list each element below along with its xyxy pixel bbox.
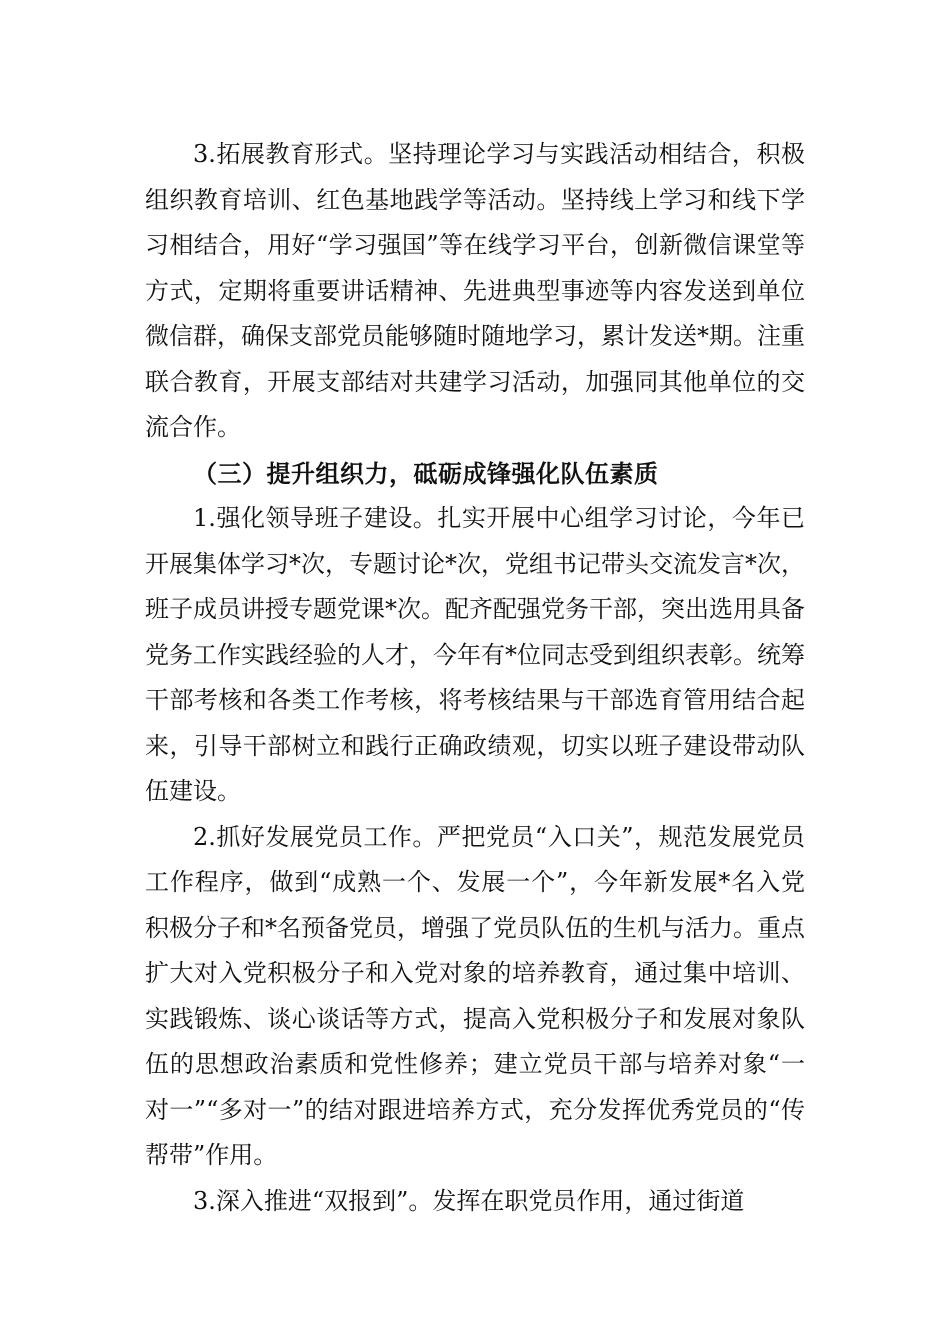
paragraph-double-report: 3.深入推进“双报到”。发挥在职党员作用，通过街道 [193, 1186, 745, 1215]
paragraph-leadership-building: 1.强化领导班子建设。扎实开展中心组学习讨论，今年已开展集体学习*次，专题讨论*次，党组书记带头交流发言*次，班子成员讲授专题党课*次。配齐配强党务干部，突出选用具备党务工作实践经验的人才，今年有*位同志受到组织表彰。统筹干部考核和各类工作考核，将考核结果与干部选育管用结合起来，引导干部树立和践行正确政绩观，切实以班子建设带动队伍建设。 [145, 504, 805, 805]
section-heading-organization: （三）提升组织力，砥砺成锋强化队伍素质 [193, 458, 659, 488]
document-page [145, 132, 805, 1224]
paragraph-party-member-development: 2.抓好发展党员工作。严把党员“入口关”，规范发展党员工作程序，做到“成熟一个、发展一个”，今年新发展*名入党积极分子和*名预备党员，增强了党员队伍的生机与活力。重点扩大对入党积极分子和入党对象的培养教育，通过集中培训、实践锻炼、谈心谈话等方式，提高入党积极分子和发展对象队伍的思想政治素质和党性修养；建立党员干部与培养对象“一对一”“多对一”的结对跟进培养方式，充分发挥优秀党员的“传帮带”作用。 [145, 822, 805, 1169]
paragraph-expand-education-forms: 3.拓展教育形式。坚持理论学习与实践活动相结合，积极组织教育培训、红色基地践学等活动。坚持线上学习和线下学习相结合，用好“学习强国”等在线学习平台，创新微信课堂等方式，定期将重要讲话精神、先进典型事迹等内容发送到单位微信群，确保支部党员能够随时随地学习，累计发送*期。注重联合教育，开展支部结对共建学习活动，加强同其他单位的交流合作。 [145, 140, 805, 441]
